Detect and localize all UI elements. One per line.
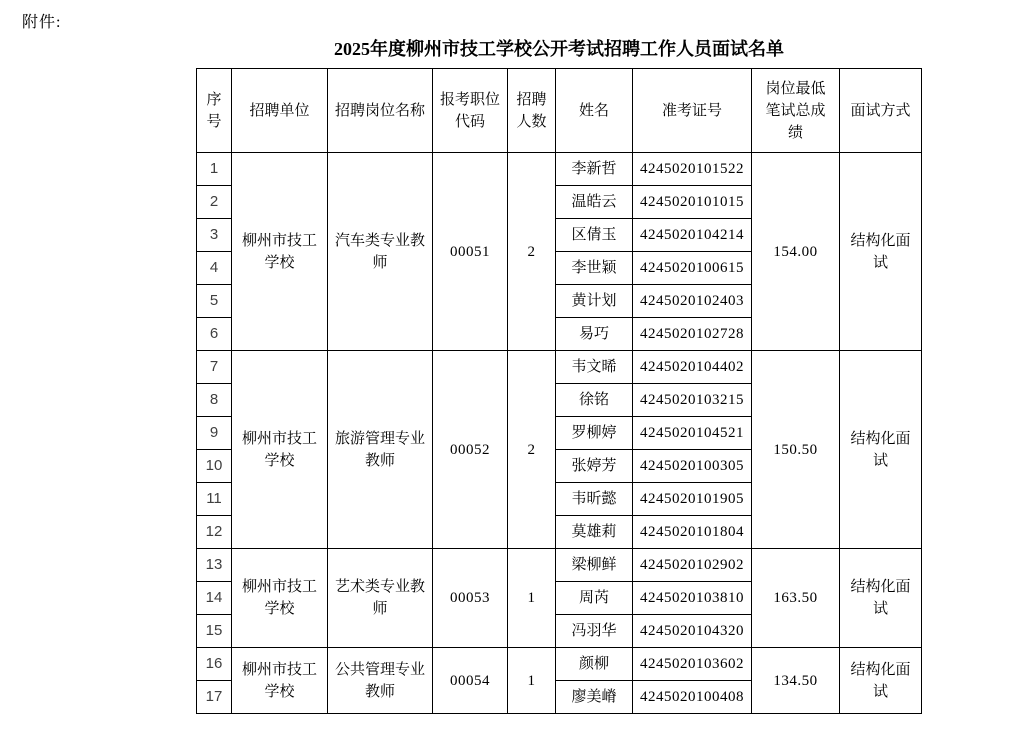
cell-interview-type: 结构化面试 [840,549,922,648]
cell-ticket-number: 4245020103215 [633,384,752,417]
cell-candidate-name: 李世颖 [556,252,633,285]
cell-ticket-number: 4245020104521 [633,417,752,450]
cell-min-written-score: 163.50 [752,549,840,648]
cell-position-code: 00051 [433,153,508,351]
cell-candidate-name: 韦昕懿 [556,483,633,516]
cell-headcount: 2 [508,153,556,351]
cell-ticket-number: 4245020100615 [633,252,752,285]
cell-candidate-name: 温皓云 [556,186,633,219]
cell-min-written-score: 150.50 [752,351,840,549]
cell-ticket-number: 4245020101804 [633,516,752,549]
cell-seq-no: 15 [197,615,232,648]
column-header: 面试方式 [840,69,922,153]
cell-candidate-name: 区倩玉 [556,219,633,252]
cell-interview-type: 结构化面试 [840,153,922,351]
cell-position-code: 00054 [433,648,508,714]
cell-position-name: 公共管理专业教师 [328,648,433,714]
header-row [197,69,922,153]
cell-position-code: 00052 [433,351,508,549]
cell-ticket-number: 4245020102728 [633,318,752,351]
column-header: 姓名 [556,69,633,153]
cell-candidate-name: 莫雄莉 [556,516,633,549]
cell-candidate-name: 罗柳婷 [556,417,633,450]
cell-min-written-score: 154.00 [752,153,840,351]
cell-candidate-name: 廖美嵴 [556,681,633,714]
candidates-tbody [197,153,922,714]
cell-seq-no: 2 [197,186,232,219]
cell-seq-no: 12 [197,516,232,549]
cell-ticket-number: 4245020104320 [633,615,752,648]
cell-recruiting-unit: 柳州市技工学校 [232,549,328,648]
cell-min-written-score: 134.50 [752,648,840,714]
cell-headcount: 1 [508,549,556,648]
table-header [197,69,922,153]
cell-ticket-number: 4245020102902 [633,549,752,582]
cell-candidate-name: 张婷芳 [556,450,633,483]
column-header: 岗位最低笔试总成绩 [752,69,840,153]
cell-candidate-name: 黄计划 [556,285,633,318]
cell-seq-no: 6 [197,318,232,351]
cell-position-name: 汽车类专业教师 [328,153,433,351]
cell-headcount: 2 [508,351,556,549]
column-header: 序号 [197,69,232,153]
column-header: 准考证号 [633,69,752,153]
table-row [197,549,922,582]
cell-seq-no: 4 [197,252,232,285]
cell-recruiting-unit: 柳州市技工学校 [232,153,328,351]
column-header: 招聘岗位名称 [328,69,433,153]
cell-interview-type: 结构化面试 [840,648,922,714]
cell-candidate-name: 易巧 [556,318,633,351]
table-row [197,351,922,384]
cell-candidate-name: 徐铭 [556,384,633,417]
cell-ticket-number: 4245020101015 [633,186,752,219]
page-title: 2025年度柳州市技工学校公开考试招聘工作人员面试名单 [334,39,784,59]
column-header: 招聘单位 [232,69,328,153]
cell-seq-no: 11 [197,483,232,516]
column-header: 报考职位代码 [433,69,508,153]
cell-ticket-number: 4245020103810 [633,582,752,615]
cell-candidate-name: 冯羽华 [556,615,633,648]
cell-interview-type: 结构化面试 [840,351,922,549]
attachment-label: 附件: [22,14,62,31]
cell-candidate-name: 李新哲 [556,153,633,186]
cell-seq-no: 7 [197,351,232,384]
cell-position-name: 艺术类专业教师 [328,549,433,648]
cell-candidate-name: 周芮 [556,582,633,615]
cell-position-name: 旅游管理专业教师 [328,351,433,549]
cell-recruiting-unit: 柳州市技工学校 [232,648,328,714]
cell-seq-no: 1 [197,153,232,186]
interview-roster-table [196,68,922,714]
cell-ticket-number: 4245020104402 [633,351,752,384]
cell-seq-no: 14 [197,582,232,615]
cell-ticket-number: 4245020102403 [633,285,752,318]
cell-seq-no: 10 [197,450,232,483]
cell-seq-no: 17 [197,681,232,714]
table-row [197,648,922,681]
cell-ticket-number: 4245020104214 [633,219,752,252]
cell-position-code: 00053 [433,549,508,648]
column-header: 招聘人数 [508,69,556,153]
cell-seq-no: 5 [197,285,232,318]
cell-headcount: 1 [508,648,556,714]
cell-ticket-number: 4245020101522 [633,153,752,186]
cell-ticket-number: 4245020100408 [633,681,752,714]
cell-seq-no: 16 [197,648,232,681]
cell-seq-no: 9 [197,417,232,450]
cell-ticket-number: 4245020103602 [633,648,752,681]
table-row [197,153,922,186]
cell-recruiting-unit: 柳州市技工学校 [232,351,328,549]
cell-ticket-number: 4245020101905 [633,483,752,516]
cell-candidate-name: 颜柳 [556,648,633,681]
cell-seq-no: 8 [197,384,232,417]
document-body [196,38,922,714]
cell-candidate-name: 梁柳鲜 [556,549,633,582]
cell-ticket-number: 4245020100305 [633,450,752,483]
cell-seq-no: 13 [197,549,232,582]
cell-seq-no: 3 [197,219,232,252]
cell-candidate-name: 韦文晞 [556,351,633,384]
